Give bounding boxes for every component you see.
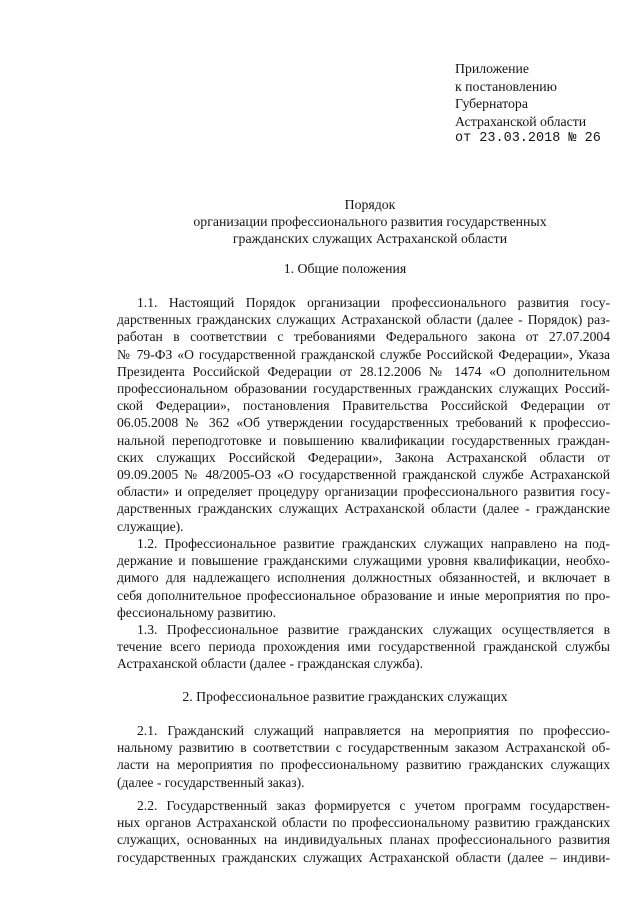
paragraph-line: нальному развитию в соответствии с государственным заказом Астраханской об- [117,740,610,756]
paragraph-line: государственных гражданских служащих Астраханской области (далее – индиви- [117,849,610,865]
paragraph-2-2 [117,797,610,866]
annex-line: Губернатора [455,96,528,112]
paragraph-line: 06.05.2008 № 362 «Об утверждении государственных требований к профессио- [117,415,610,431]
title-line: гражданских служащих Астраханской области [232,231,508,247]
paragraph-line: Президента Российской Федерации от 28.12.2006 № 1474 «О дополнительном [117,363,610,379]
paragraph-line: 2.2. Государственный заказ формируется с учетом программ государствен- [137,798,610,813]
paragraph-line: 1.3. Профессиональное развитие гражданских служащих осуществляется в [137,622,610,637]
annex-line: Астраханской области [455,113,587,129]
title-line: организации профессионального развития государственных [193,214,547,230]
paragraph-line: дарственных гражданских служащих Астраханской области (далее - Порядок) раз- [117,312,610,328]
paragraph-1-1 [117,294,610,535]
paragraph-line: 1.2. Профессиональное развитие гражданских служащих направлено на под- [137,536,610,551]
paragraph-1-2 [117,535,610,621]
paragraph-line: (далее - государственный заказ). [117,774,305,790]
paragraph-line: 1.1. Настоящий Порядок организации профессионального развития госу- [137,295,610,310]
paragraph-line: области» и определяет процедуру организации профессионального развития госу- [117,484,610,500]
title-line: Порядок [344,197,396,212]
paragraph-line: димого для надлежащего исполнения должностных обязанностей, и включает в [117,570,610,586]
paragraph-line: себя дополнительное профессиональное образование и иные мероприятия по про- [117,587,610,603]
paragraph-line: 2.1. Гражданский служащий направляется на мероприятия по профессио- [137,723,610,738]
paragraph-line: № 79-ФЗ «О государственной гражданской службе Российской Федерации», Указа [117,346,610,362]
section-1-heading: 1. Общие положения [283,261,407,276]
paragraph-line: 09.09.2005 № 48/2005-ОЗ «О государственной гражданской службе Астраханской [117,467,610,483]
annex-date-line: от 23.03.2018 № 26 [455,131,601,147]
paragraph-line: ских служащих Российской Федерации», Закона Астраханской области от [117,449,610,465]
annex-block [455,60,601,148]
paragraph-line: держание и повышение гражданскими служащими уровня квалификации, необхо- [117,553,610,569]
document-title [150,196,590,248]
annex-line: к постановлению [455,78,557,94]
paragraph-1-3 [117,621,610,673]
paragraph-line: ласти на мероприятия по профессиональному развитию гражданских служащих [117,757,610,773]
paragraph-2-1 [117,722,610,791]
paragraph-line: ской Федерации», постановления Правительства Российской Федерации от [117,398,610,414]
annex-line: Приложение [455,61,530,76]
paragraph-line: фессиональному развитию. [117,604,277,620]
paragraph-line: дарственных гражданских служащих Астраханской области (далее - гражданские [117,501,610,517]
paragraph-line: профессиональном образовании государственных гражданских служащих Россий- [117,381,610,397]
paragraph-line: течение всего периода прохождения ими государственной гражданской службы [117,639,610,655]
section-2-heading: 2. Профессиональное развитие гражданских служащих [182,689,508,704]
paragraph-line: служащих, основанных на индивидуальных планах профессионального развития [117,832,610,848]
paragraph-line: Астраханской области (далее - гражданская служба). [117,656,424,672]
paragraph-line: служащие). [117,518,184,534]
paragraph-line: нальной переподготовке и повышению квалификации государственных граждан- [117,432,610,448]
paragraph-line: ных органов Астраханской области по профессиональному развитию гражданских [117,815,610,831]
paragraph-line: работан в соответствии с требованиями Федерального закона от 27.07.2004 [117,329,610,345]
